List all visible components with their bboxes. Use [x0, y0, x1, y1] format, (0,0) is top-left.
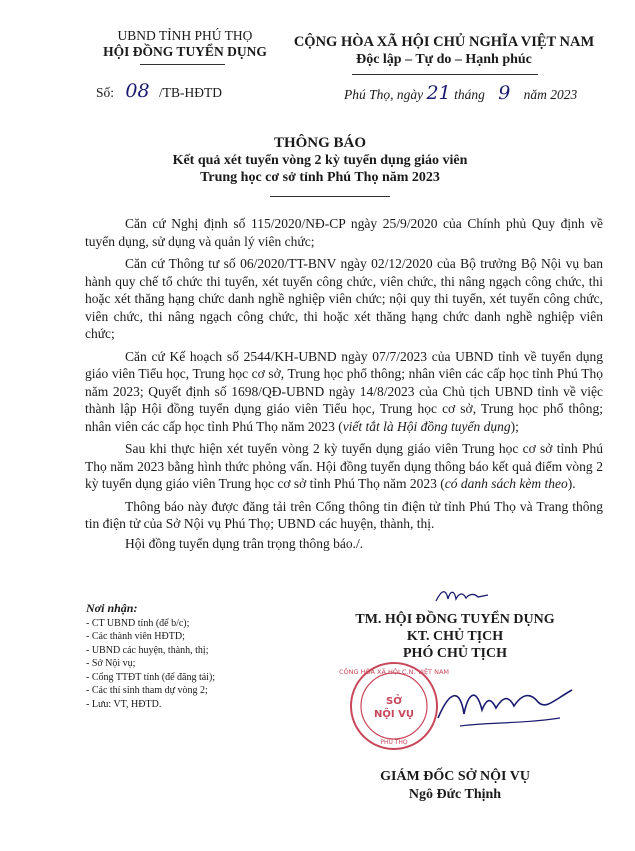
date-month-label: tháng: [454, 87, 485, 102]
svg-text:CỘNG HÒA XÃ HỘI C.N. VIỆT NAM: CỘNG HÒA XÃ HỘI C.N. VIỆT NAM: [339, 668, 449, 676]
recipient-item: - Lưu: VT, HĐTD.: [86, 698, 162, 710]
recipient-item: - UBND các huyện, thành, thị;: [86, 644, 209, 656]
number-handwritten: 08: [125, 80, 150, 102]
document-date: [344, 82, 577, 104]
motto-line-1: CỘNG HÒA XÃ HỘI CHỦ NGHĨA VIỆT NAM: [293, 34, 595, 50]
paragraph-3: [85, 348, 603, 436]
paragraph-3-text: Căn cứ Kế hoạch số 2544/KH-UBND ngày 07/7/2023 của UBND tỉnh về tuyển dụng giáo viên Tiểu học, Trung học cơ sở, Trung học phổ thông; nhân viên các cấp học tỉnh Phú Thọ năm 2023; Quyết định số 1698/QĐ-UBND ngày 14/8/2023 của Chủ tịch UBND tỉnh về việc thành lập Hội đồng tuyển dụng giáo viên Tiểu học, Trung học cơ sở, Trung học phổ thông; nhân viên các cấp học tỉnh Phú Thọ năm 2023 (: [85, 348, 603, 434]
signer-block: [320, 768, 590, 804]
org-line-2: HỘI ĐỒNG TUYỂN DỤNG: [103, 44, 267, 59]
national-motto: [284, 34, 604, 69]
date-year: năm 2023: [523, 87, 578, 102]
signer-title: GIÁM ĐỐC SỞ NỘI VỤ: [380, 769, 530, 784]
initial-scribble: [432, 585, 492, 607]
document-number: [96, 80, 222, 102]
paragraph-6: Hội đồng tuyển dụng trân trọng thông báo./.: [125, 535, 364, 551]
svg-text:SỞ: SỞ: [386, 696, 402, 707]
number-prefix: Số:: [96, 85, 115, 100]
paragraph-4-text: Sau khi thực hiện xét tuyển vòng 2 kỳ tuyển dụng giáo viên Trung học cơ sở tỉnh Phú Thọ năm 2023 bằng hình thức phỏng vấn. Hội đồng tuyển dụng thông báo kết quả điểm vòng 2 kỳ tuyển dụng giáo viên Trung học cơ sở tỉnh Phú Thọ năm 2023 (: [85, 441, 603, 491]
document-title: [120, 134, 520, 186]
paragraph-3-end: );: [510, 418, 519, 434]
paragraph-4: [85, 440, 603, 493]
recipient-item: - Sở Nội vụ;: [86, 658, 136, 669]
signature-line-1: TM. HỘI ĐỒNG TUYỂN DỤNG: [355, 612, 555, 627]
number-suffix: /TB-HĐTD: [158, 85, 222, 100]
signer-name: Ngô Đức Thịnh: [408, 787, 502, 802]
paragraph-2: Căn cứ Thông tư số 06/2020/TT-BNV ngày 02/12/2020 của Bộ trưởng Bộ Nội vụ ban hành quy chế tổ chức thi tuyển, xét tuyển công chức, viên chức, thi nâng ngạch công chức, thi hoặc xét thăng hạng chức danh nghề nghiệp viên chức; nội quy thi tuyển, xét tuyển công chức, viên chức, thi nâng ngạch công chức, thi hoặc xét thăng hạng chức danh nghề nghiệp viên chức;: [85, 256, 603, 341]
paragraph-5: Thông báo này được đăng tải trên Cổng thông tin điện tử tỉnh Phú Thọ và Trang thông tin điện tử của Sở Nội vụ Phú Thọ; UBND các huyện, thành, thị.: [85, 498, 603, 531]
org-line-1: UBND TỈNH PHÚ THỌ: [117, 28, 253, 43]
paragraph-4-italic: có danh sách kèm theo: [444, 476, 568, 491]
title-line-3: Trung học cơ sở tỉnh Phú Thọ năm 2023: [200, 170, 440, 185]
recipient-item: - Các thành viên HĐTD;: [86, 631, 185, 642]
motto-line-2: Độc lập – Tự do – Hạnh phúc: [356, 52, 532, 67]
handwritten-signature: [430, 680, 580, 740]
title-underline: [270, 196, 390, 197]
title-line-1: THÔNG BÁO: [273, 135, 367, 151]
signature-line-3: PHÓ CHỦ TỊCH: [403, 646, 507, 661]
body-text: [85, 215, 603, 552]
date-day: 21: [426, 82, 451, 104]
date-month: 9: [498, 82, 511, 104]
official-stamp: [339, 660, 449, 752]
signature-block: [320, 611, 590, 662]
paragraph-4-end: ).: [567, 476, 576, 491]
svg-text:PHÚ THỌ: PHÚ THỌ: [380, 739, 408, 746]
recipient-item: - Các thí sinh tham dự vòng 2;: [86, 685, 208, 696]
recipient-item: - CT UBND tỉnh (để b/c);: [86, 617, 190, 629]
paragraph-1: Căn cứ Nghị định số 115/2020/NĐ-CP ngày 25/9/2020 của Chính phủ Quy định về tuyển dụng, sử dụng và quản lý viên chức;: [85, 216, 603, 249]
signature-line-2: KT. CHỦ TỊCH: [406, 629, 504, 644]
issuing-organization: [80, 28, 290, 60]
motto-underline: [352, 74, 538, 75]
recipient-item: - Cổng TTĐT tỉnh (để đăng tải);: [86, 671, 216, 683]
date-place: Phú Thọ, ngày: [344, 87, 424, 102]
svg-text:NỘI VỤ: NỘI VỤ: [374, 709, 414, 720]
title-line-2: Kết quả xét tuyển vòng 2 kỳ tuyển dụng giáo viên: [172, 153, 468, 168]
paragraph-3-italic: viết tắt là Hội đồng tuyển dụng: [342, 418, 511, 434]
recipients-list: [86, 602, 316, 711]
recipients-heading: Nơi nhận:: [86, 601, 138, 615]
org-underline: [140, 64, 225, 65]
